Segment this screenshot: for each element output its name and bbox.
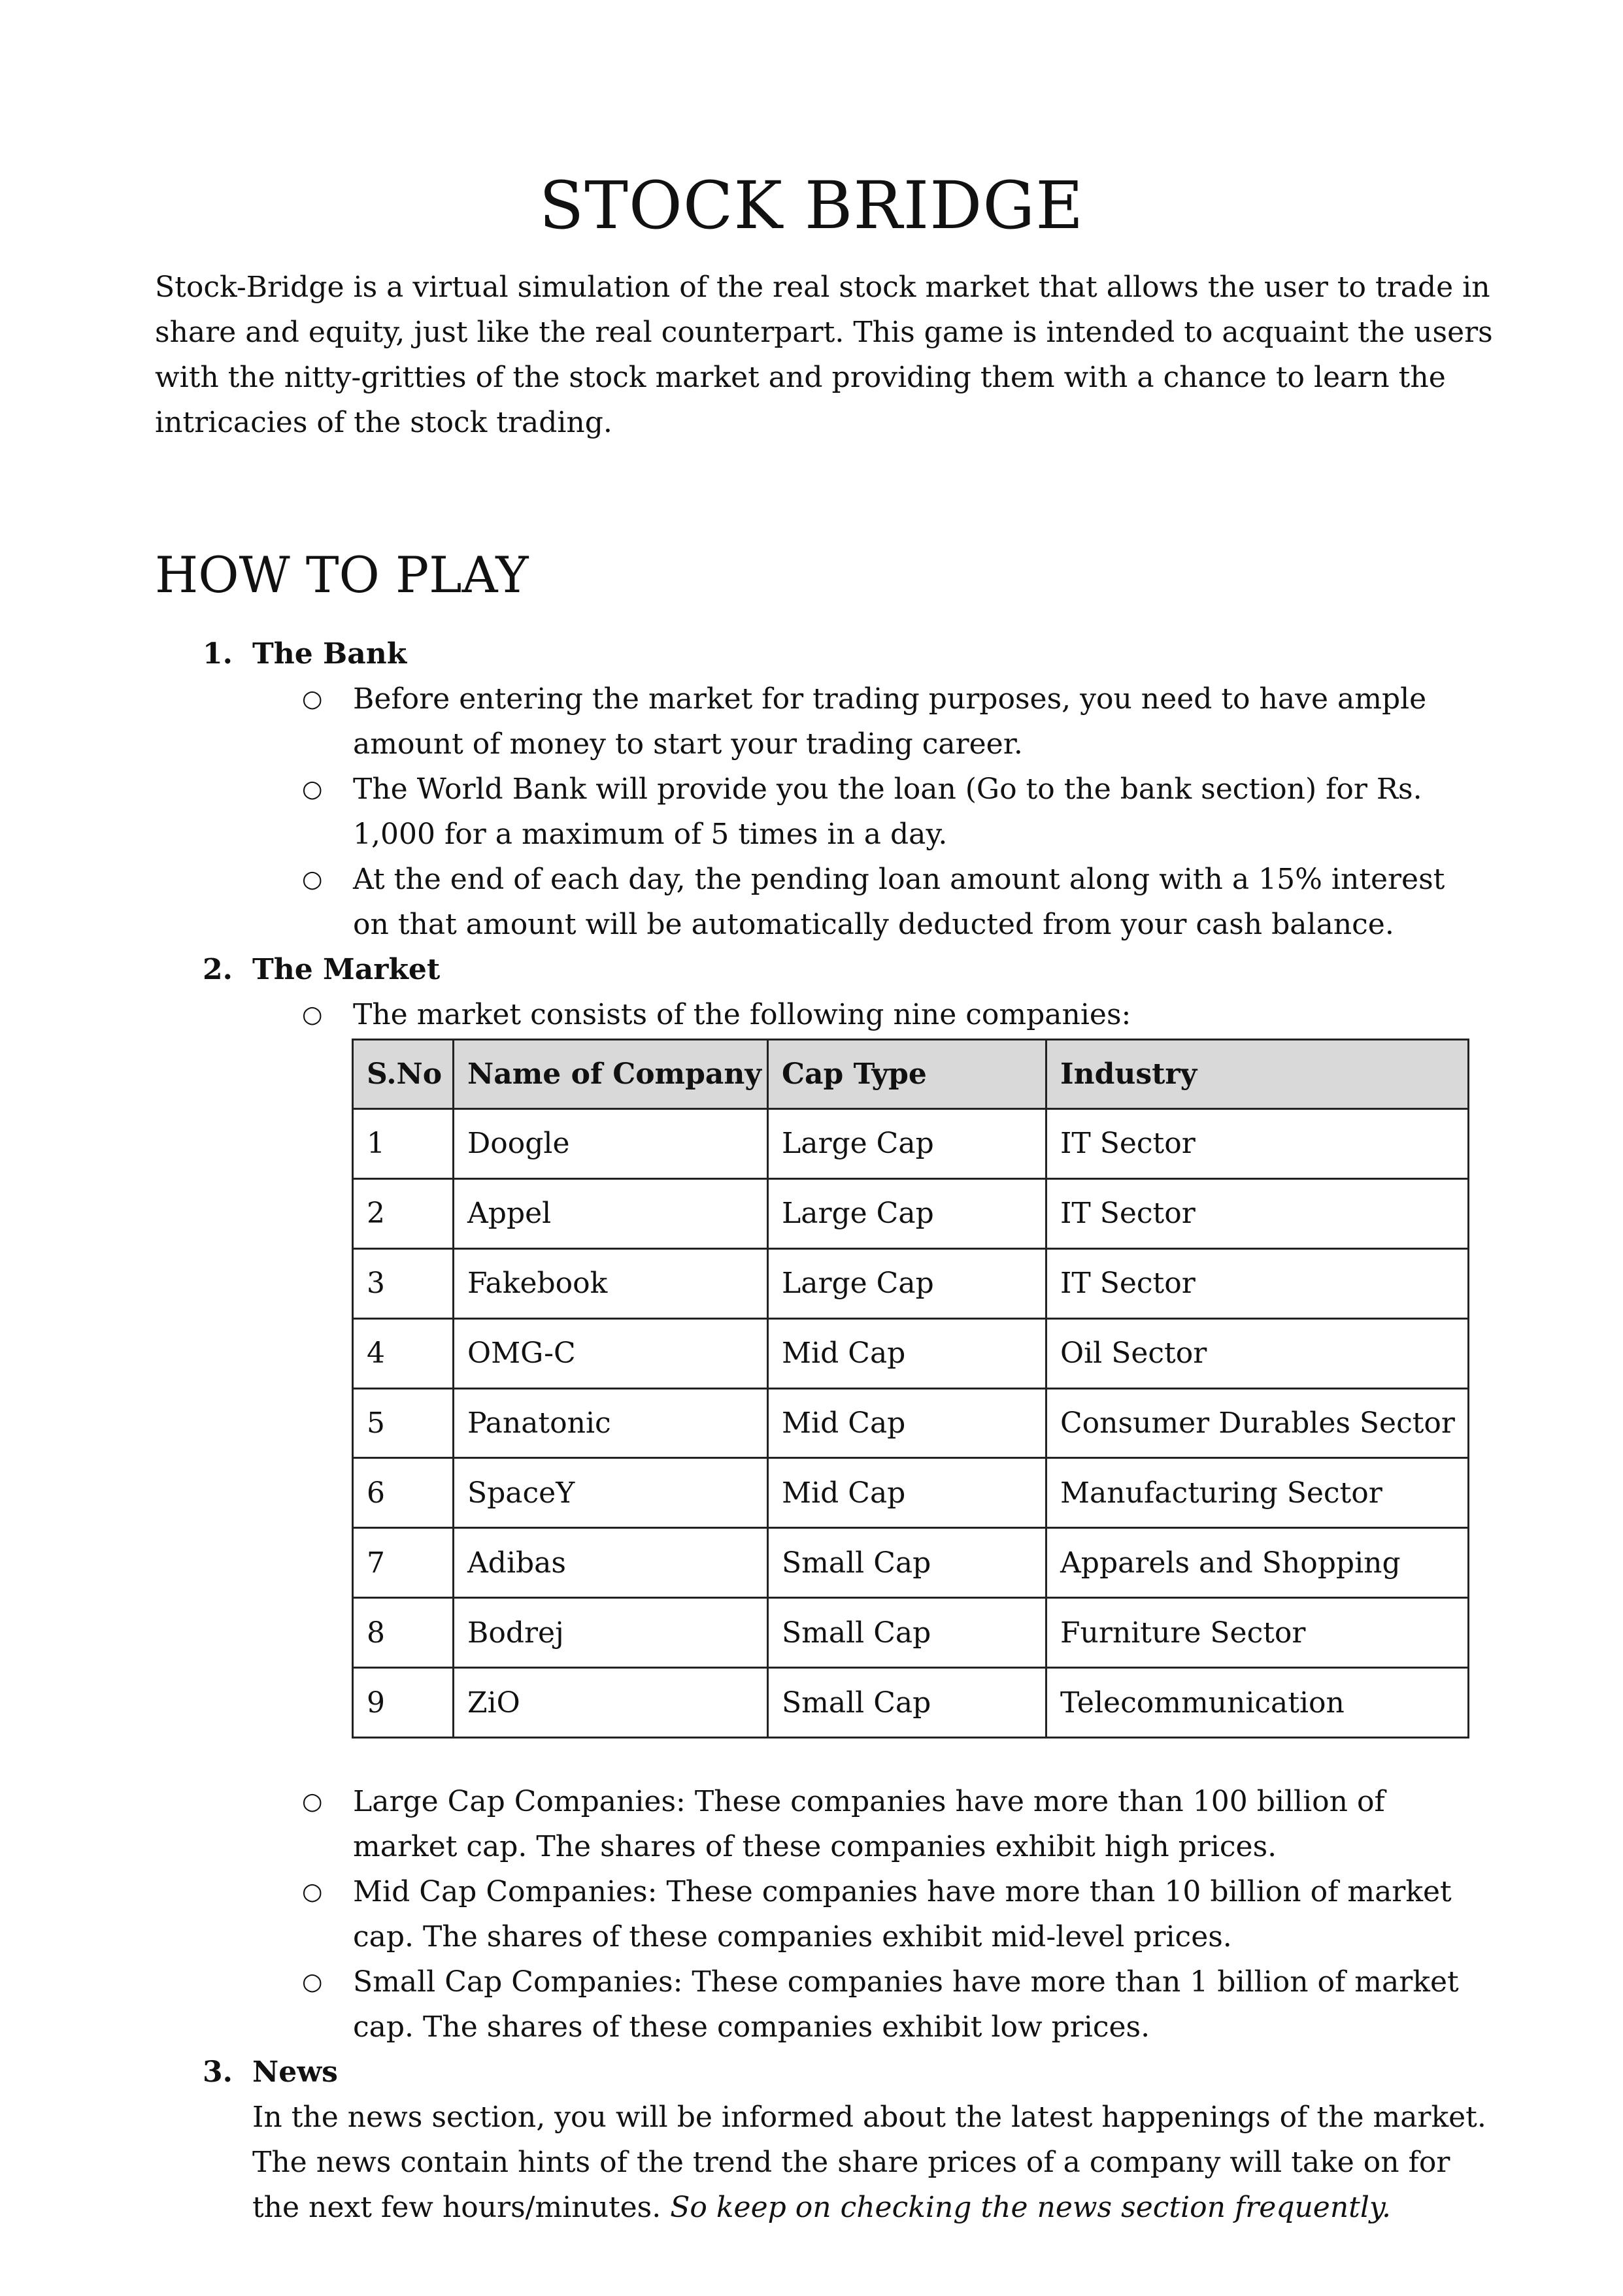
bullet-circle-icon: ○ (302, 1878, 323, 1905)
page-title: STOCK BRIDGE (539, 167, 1084, 244)
bullet-circle-icon: ○ (302, 686, 323, 712)
cell-sno: 7 (353, 1528, 454, 1598)
cell-industry: Consumer Durables Sector (1046, 1388, 1469, 1458)
how-to-play-heading: HOW TO PLAY (155, 546, 529, 604)
cell-sno: 5 (353, 1388, 454, 1458)
table-row (353, 1598, 1469, 1668)
bullet-circle-icon: ○ (302, 1001, 323, 1028)
cell-sno: 8 (353, 1598, 454, 1668)
cell-company: Adibas (454, 1528, 768, 1598)
table-row (353, 1388, 1469, 1458)
section-number-news: 3. (203, 2055, 233, 2089)
bank-bullet-2: The World Bank will provide you the loan (Go to the bank section) for Rs. 1,000 for a maximum of 5 times in a day. (353, 773, 1422, 851)
table-row (353, 1528, 1469, 1598)
table-header-row (353, 1040, 1469, 1109)
cell-company: Panatonic (454, 1388, 768, 1458)
cell-sno: 1 (353, 1109, 454, 1179)
news-body-text: In the news section, you will be informed about the latest happenings of the market. The news contain hints of the trend the share prices of a company will take on for the next few hours/minutes. (252, 2101, 1486, 2224)
column-header-cap-type: Cap Type (768, 1040, 1046, 1109)
cell-sno: 9 (353, 1668, 454, 1738)
cell-company: Fakebook (454, 1248, 768, 1318)
cell-company: Bodrej (454, 1598, 768, 1668)
news-paragraph (252, 2095, 1494, 2230)
cell-cap-type: Mid Cap (768, 1458, 1046, 1528)
cell-cap-type: Small Cap (768, 1528, 1046, 1598)
section-heading-market: The Market (252, 953, 441, 986)
news-body-italic: So keep on checking the news section frequently. (670, 2191, 1391, 2224)
table-row (353, 1668, 1469, 1738)
cell-company: OMG-C (454, 1318, 768, 1388)
table-row (353, 1109, 1469, 1179)
table-row (353, 1248, 1469, 1318)
cell-industry: Manufacturing Sector (1046, 1458, 1469, 1528)
section-number-market: 2. (203, 953, 233, 986)
bank-bullet-1: Before entering the market for trading purposes, you need to have ample amount of money to start your trading career. (353, 682, 1427, 761)
section-number-bank: 1. (203, 637, 233, 671)
intro-paragraph: Stock-Bridge is a virtual simulation of the real stock market that allows the user to trade in share and equity, just like the real counterpart. This game is intended to acquaint the users with the nitty-gritties of the stock market and providing them with a chance to learn the intricacies of the stock trading. (155, 271, 1493, 439)
market-intro-bullet: The market consists of the following nine companies: (353, 998, 1131, 1031)
cell-cap-type: Large Cap (768, 1109, 1046, 1179)
market-bullet-small-cap: Small Cap Companies: These companies have more than 1 billion of market cap. The shares of these companies exhibit low prices. (353, 1965, 1459, 2044)
cell-company: Doogle (454, 1109, 768, 1179)
cell-sno: 4 (353, 1318, 454, 1388)
market-bullet-mid-cap: Mid Cap Companies: These companies have more than 10 billion of market cap. The shares of these companies exhibit mid-level prices. (353, 1875, 1452, 1954)
cell-cap-type: Mid Cap (768, 1388, 1046, 1458)
bullet-circle-icon: ○ (302, 776, 323, 803)
cell-company: SpaceY (454, 1458, 768, 1528)
cell-industry: Apparels and Shopping (1046, 1528, 1469, 1598)
table-row (353, 1178, 1469, 1248)
cell-industry: Furniture Sector (1046, 1598, 1469, 1668)
cell-cap-type: Small Cap (768, 1668, 1046, 1738)
cell-sno: 3 (353, 1248, 454, 1318)
market-bullet-large-cap: Large Cap Companies: These companies have more than 100 billion of market cap. The shares of these companies exhibit high prices. (353, 1785, 1385, 1863)
cell-industry: Oil Sector (1046, 1318, 1469, 1388)
table-row (353, 1458, 1469, 1528)
cell-cap-type: Large Cap (768, 1248, 1046, 1318)
cell-sno: 6 (353, 1458, 454, 1528)
cell-company: ZiO (454, 1668, 768, 1738)
section-heading-bank: The Bank (252, 637, 407, 671)
cell-industry: IT Sector (1046, 1248, 1469, 1318)
cell-sno: 2 (353, 1178, 454, 1248)
section-heading-news: News (252, 2055, 338, 2089)
column-header-industry: Industry (1046, 1040, 1469, 1109)
cell-industry: IT Sector (1046, 1109, 1469, 1179)
cell-cap-type: Large Cap (768, 1178, 1046, 1248)
bullet-circle-icon: ○ (302, 1969, 323, 1995)
column-header-sno: S.No (353, 1040, 454, 1109)
cell-cap-type: Small Cap (768, 1598, 1046, 1668)
companies-table (352, 1039, 1469, 1739)
column-header-company: Name of Company (454, 1040, 768, 1109)
bullet-circle-icon: ○ (302, 1788, 323, 1815)
cell-industry: IT Sector (1046, 1178, 1469, 1248)
table-row (353, 1318, 1469, 1388)
bank-bullet-3: At the end of each day, the pending loan amount along with a 15% interest on that amount will be automatically deducted from your cash balance. (353, 863, 1445, 941)
bullet-circle-icon: ○ (302, 866, 323, 893)
cell-industry: Telecommunication (1046, 1668, 1469, 1738)
cell-company: Appel (454, 1178, 768, 1248)
cell-cap-type: Mid Cap (768, 1318, 1046, 1388)
